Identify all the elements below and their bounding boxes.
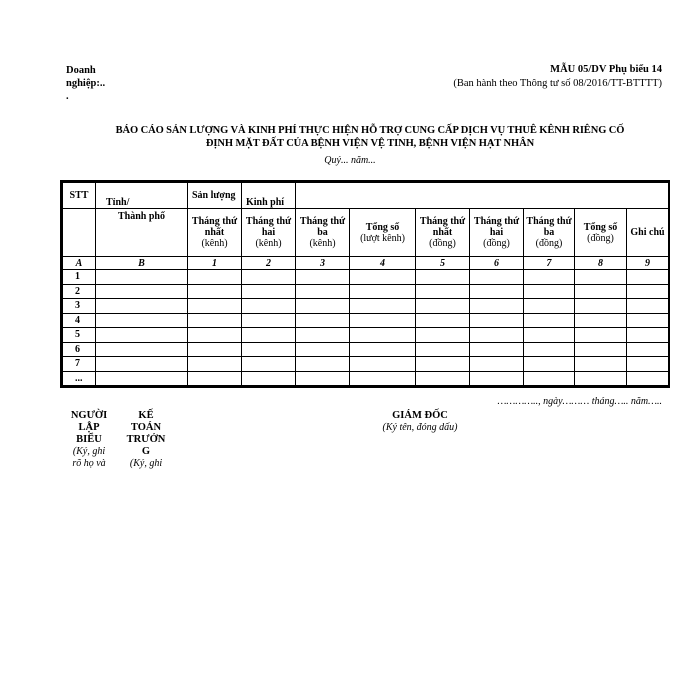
column-header — [242, 209, 296, 257]
report-title — [70, 124, 670, 150]
table-cell — [350, 270, 416, 285]
table-cell — [188, 342, 242, 357]
header-stt: STT — [63, 183, 96, 209]
table-cell — [524, 357, 575, 372]
table-cell — [96, 328, 188, 343]
table-cell — [627, 328, 669, 343]
table-cell — [575, 270, 627, 285]
row-number: 7 — [63, 357, 96, 372]
table-cell — [627, 299, 669, 314]
column-name: Tháng thứ hai — [245, 216, 292, 238]
column-name: Tổng số — [583, 221, 618, 233]
date-line: ………….., ngày……… tháng….. năm….. — [497, 396, 662, 407]
column-unit: (đồng) — [535, 238, 563, 249]
form-code: MẪU 05/DV Phụ biểu 14 — [550, 64, 662, 75]
table-cell — [96, 342, 188, 357]
accountant-title-4: G — [141, 446, 151, 457]
column-unit: (kênh) — [309, 238, 336, 249]
table-cell — [96, 299, 188, 314]
table-cell — [575, 299, 627, 314]
column-unit: (đồng) — [483, 238, 510, 249]
table-cell — [470, 313, 524, 328]
column-header — [524, 209, 575, 257]
table-cell — [575, 313, 627, 328]
column-header — [416, 209, 470, 257]
table-cell — [350, 328, 416, 343]
header-thanh-pho: Thành phố — [96, 209, 188, 257]
company-line-3: . — [66, 91, 69, 102]
table-cell — [627, 284, 669, 299]
table-cell — [627, 342, 669, 357]
accountant-title-2: TOÁN — [130, 422, 162, 433]
table-cell — [416, 313, 470, 328]
preparer-signature — [64, 410, 114, 470]
column-header — [627, 209, 669, 257]
table-cell — [96, 371, 188, 386]
company-line-2: nghiệp:.. — [66, 78, 106, 89]
table-cell — [416, 284, 470, 299]
preparer-note-2: rõ họ và — [72, 458, 106, 469]
preparer-title-2: LẬP — [78, 422, 100, 433]
table-cell — [627, 270, 669, 285]
row-number: 1 — [63, 270, 96, 285]
table-cell — [575, 342, 627, 357]
table-cell — [627, 357, 669, 372]
table-cell — [416, 328, 470, 343]
table-row — [63, 284, 669, 299]
table-cell — [242, 313, 296, 328]
header-tinh: Tỉnh/ — [96, 183, 188, 209]
company-label — [66, 64, 126, 103]
row-number: 5 — [63, 328, 96, 343]
table-cell — [188, 313, 242, 328]
report-table — [62, 182, 669, 386]
table-cell — [242, 357, 296, 372]
table-cell — [524, 270, 575, 285]
column-header — [470, 209, 524, 257]
column-name: Ghi chú — [630, 227, 665, 238]
column-name: Tháng thứ hai — [473, 216, 520, 238]
table-row — [63, 299, 669, 314]
table-cell — [470, 371, 524, 386]
table-cell — [296, 371, 350, 386]
column-unit: (đồng) — [587, 232, 614, 244]
table-cell — [575, 328, 627, 343]
table-cell — [575, 371, 627, 386]
preparer-title-1: NGƯỜI — [70, 410, 108, 421]
table-cell — [350, 313, 416, 328]
accountant-title-1: KẾ — [138, 410, 154, 421]
index-cell: 1 — [188, 257, 242, 270]
table-cell — [96, 270, 188, 285]
column-name: Tháng thứ nhất — [191, 216, 238, 238]
report-title-line-2: ĐỊNH MẶT ĐẤT CỦA BỆNH VIỆN VỆ TINH, BỆNH VIỆN HẠT NHÂN — [205, 138, 535, 149]
column-header — [188, 209, 242, 257]
table-cell — [296, 357, 350, 372]
index-cell: 9 — [627, 257, 669, 270]
accountant-signature — [120, 410, 172, 470]
table-cell — [350, 342, 416, 357]
table-cell — [96, 284, 188, 299]
index-cell: 3 — [296, 257, 350, 270]
column-name: Tháng thứ nhất — [419, 216, 466, 238]
table-cell — [416, 299, 470, 314]
table-cell — [350, 299, 416, 314]
row-number: 2 — [63, 284, 96, 299]
row-number: 3 — [63, 299, 96, 314]
table-cell — [242, 299, 296, 314]
table-cell — [96, 357, 188, 372]
column-header — [350, 209, 416, 257]
report-title-line-1: BÁO CÁO SẢN LƯỢNG VÀ KINH PHÍ THỰC HIỆN HỖ TRỢ CUNG CẤP DỊCH VỤ THUÊ KÊNH RIÊNG CỐ — [115, 125, 625, 136]
table-cell — [188, 328, 242, 343]
table-cell — [188, 284, 242, 299]
header-kinh-phi: Kinh phí — [242, 183, 296, 209]
table-cell — [524, 371, 575, 386]
table-cell — [350, 357, 416, 372]
table-cell — [470, 328, 524, 343]
row-number: ... — [63, 371, 96, 386]
director-title: GIÁM ĐỐC — [392, 410, 448, 421]
table-cell — [242, 284, 296, 299]
report-period: Quý... năm... — [324, 155, 376, 166]
column-name: Tháng thứ ba — [526, 216, 572, 238]
table-cell — [242, 328, 296, 343]
table-row — [63, 342, 669, 357]
preparer-title-3: BIỂU — [76, 434, 102, 445]
table-cell — [96, 313, 188, 328]
index-cell: 2 — [242, 257, 296, 270]
table-cell — [188, 357, 242, 372]
table-cell — [188, 270, 242, 285]
table-cell — [575, 357, 627, 372]
column-header — [296, 209, 350, 257]
table-cell — [524, 299, 575, 314]
table-cell — [524, 284, 575, 299]
index-cell: A — [63, 257, 96, 270]
table-row — [63, 371, 669, 386]
table-cell — [296, 299, 350, 314]
index-cell: 5 — [416, 257, 470, 270]
table-cell — [242, 342, 296, 357]
table-cell — [627, 313, 669, 328]
table-cell — [470, 357, 524, 372]
table-cell — [416, 270, 470, 285]
accountant-note-1: (Ký, ghi — [129, 458, 163, 469]
table-cell — [188, 299, 242, 314]
preparer-note-1: (Ký, ghi — [72, 446, 106, 457]
header-san-luong: Sản lượng — [188, 183, 242, 209]
header-empty — [296, 183, 669, 209]
table-cell — [296, 342, 350, 357]
table-cell — [416, 357, 470, 372]
row-number: 4 — [63, 313, 96, 328]
director-note: (Ký tên, đóng dấu) — [382, 422, 458, 433]
table-cell — [416, 371, 470, 386]
table-cell — [296, 313, 350, 328]
table-row — [63, 313, 669, 328]
index-cell: 8 — [575, 257, 627, 270]
director-signature — [350, 410, 490, 434]
table-cell — [470, 342, 524, 357]
index-cell: 4 — [350, 257, 416, 270]
table-cell — [350, 371, 416, 386]
issued-by-note: (Ban hành theo Thông tư số 08/2016/TT-BTTTT) — [453, 78, 662, 89]
table-cell — [350, 284, 416, 299]
table-cell — [470, 299, 524, 314]
accountant-title-3: TRƯỞN — [126, 434, 166, 445]
table-cell — [296, 270, 350, 285]
row-number: 6 — [63, 342, 96, 357]
table-row — [63, 328, 669, 343]
company-line-1: Doanh — [66, 65, 96, 76]
column-name: Tháng thứ ba — [299, 216, 346, 238]
table-row — [63, 357, 669, 372]
table-cell — [627, 371, 669, 386]
index-cell: B — [96, 257, 188, 270]
table-cell — [242, 270, 296, 285]
table-cell — [575, 284, 627, 299]
column-unit: (kênh) — [201, 238, 228, 249]
column-unit: (kênh) — [255, 238, 282, 249]
table-cell — [524, 313, 575, 328]
index-cell: 6 — [470, 257, 524, 270]
table-cell — [242, 371, 296, 386]
table-cell — [188, 371, 242, 386]
column-header — [575, 209, 627, 257]
table-cell — [524, 342, 575, 357]
table-cell — [296, 328, 350, 343]
column-name: Tổng số — [365, 221, 400, 233]
index-cell: 7 — [524, 257, 575, 270]
table-cell — [416, 342, 470, 357]
table-cell — [470, 284, 524, 299]
table-cell — [470, 270, 524, 285]
header-stt-cont — [63, 209, 96, 257]
table-cell — [524, 328, 575, 343]
column-unit: (lượt kênh) — [360, 232, 405, 244]
column-unit: (đồng) — [429, 238, 456, 249]
table-cell — [296, 284, 350, 299]
table-row — [63, 270, 669, 285]
